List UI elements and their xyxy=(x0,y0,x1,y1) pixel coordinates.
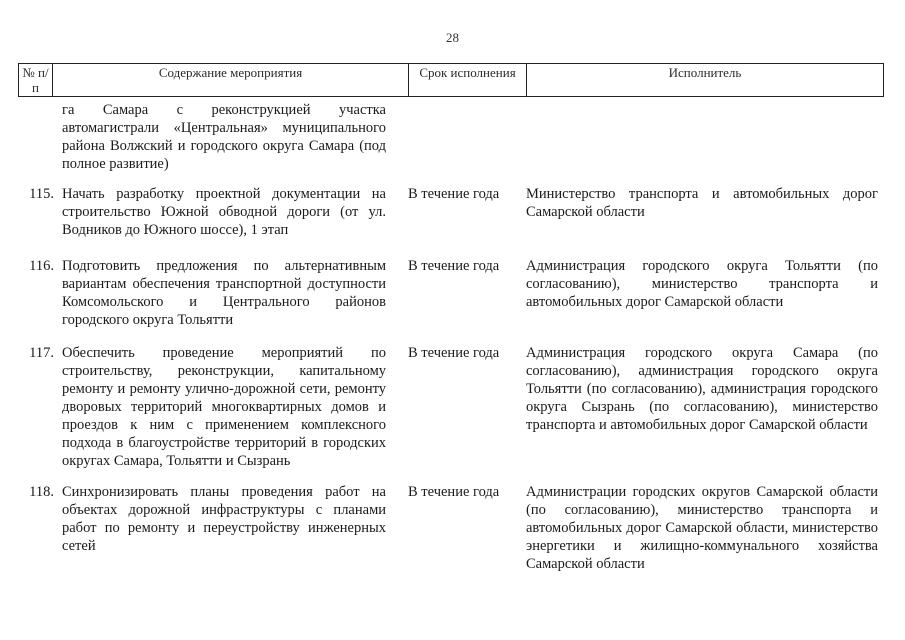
row-117-executor: Администрация городского округа Самара (по согласованию), администрация городского округа Тольятти (по согласованию), администрация городского округа Сызрань (по согласованию), министерство транспорта и автомобильных дорог Самарской области xyxy=(526,345,878,433)
table-header xyxy=(18,63,884,97)
continuation-content: га Самара с реконструкцией участка автомагистрали «Центральная» муниципального района Волжский и городского округа Самара (под полное развитие) xyxy=(62,102,386,172)
row-116-executor: Администрация городского округа Тольятти (по согласованию), министерство транспорта и автомобильных дорог Самарской области xyxy=(526,258,878,310)
row-117-term: В течение года xyxy=(408,345,500,361)
row-117-content: Обеспечить проведение мероприятий по строительству, реконструкции, капитальному ремонту и ремонту улично-дорожной сети, ремонту дворовых территорий многоквартирных домов и проездов к ним с применением комплексного подхода в благоустройстве территорий в городских округах Самара, Тольятти и Сызрань xyxy=(62,345,386,469)
row-115-num: 115. xyxy=(29,186,54,202)
header-content: Содержание мероприятия xyxy=(53,64,409,96)
row-116-content: Подготовить предложения по альтернативным вариантам обеспечения транспортной доступности Комсомольского и Центрального районов городского округа Тольятти xyxy=(62,258,386,328)
row-118-executor: Администрации городских округов Самарской области (по согласованию), министерство транспорта и автомобильных дорог Самарской области, министерство энергетики и жилищно-коммунального хозяйства Самарской области xyxy=(526,484,878,572)
row-116-num: 116. xyxy=(29,258,54,274)
row-118-content: Синхронизировать планы проведения работ на объектах дорожной инфраструктуры с планами работ по ремонту и переустройству инженерных сетей xyxy=(62,484,386,554)
row-118-num: 118. xyxy=(29,484,54,500)
row-115-content: Начать разработку проектной документации на строительство Южной обводной дороги (от ул. Водников до Южного шоссе), 1 этап xyxy=(62,186,386,238)
row-116-term: В течение года xyxy=(408,258,500,274)
row-115-term: В течение года xyxy=(408,186,500,202)
row-118-term: В течение года xyxy=(408,484,500,500)
row-115-executor: Министерство транспорта и автомобильных дорог Самарской области xyxy=(526,186,878,220)
header-term: Срок исполнения xyxy=(409,64,527,96)
page-number: 28 xyxy=(446,30,459,45)
row-117-num: 117. xyxy=(29,345,54,361)
header-executor: Исполнитель xyxy=(668,65,742,80)
header-num: № п/п xyxy=(19,64,53,96)
